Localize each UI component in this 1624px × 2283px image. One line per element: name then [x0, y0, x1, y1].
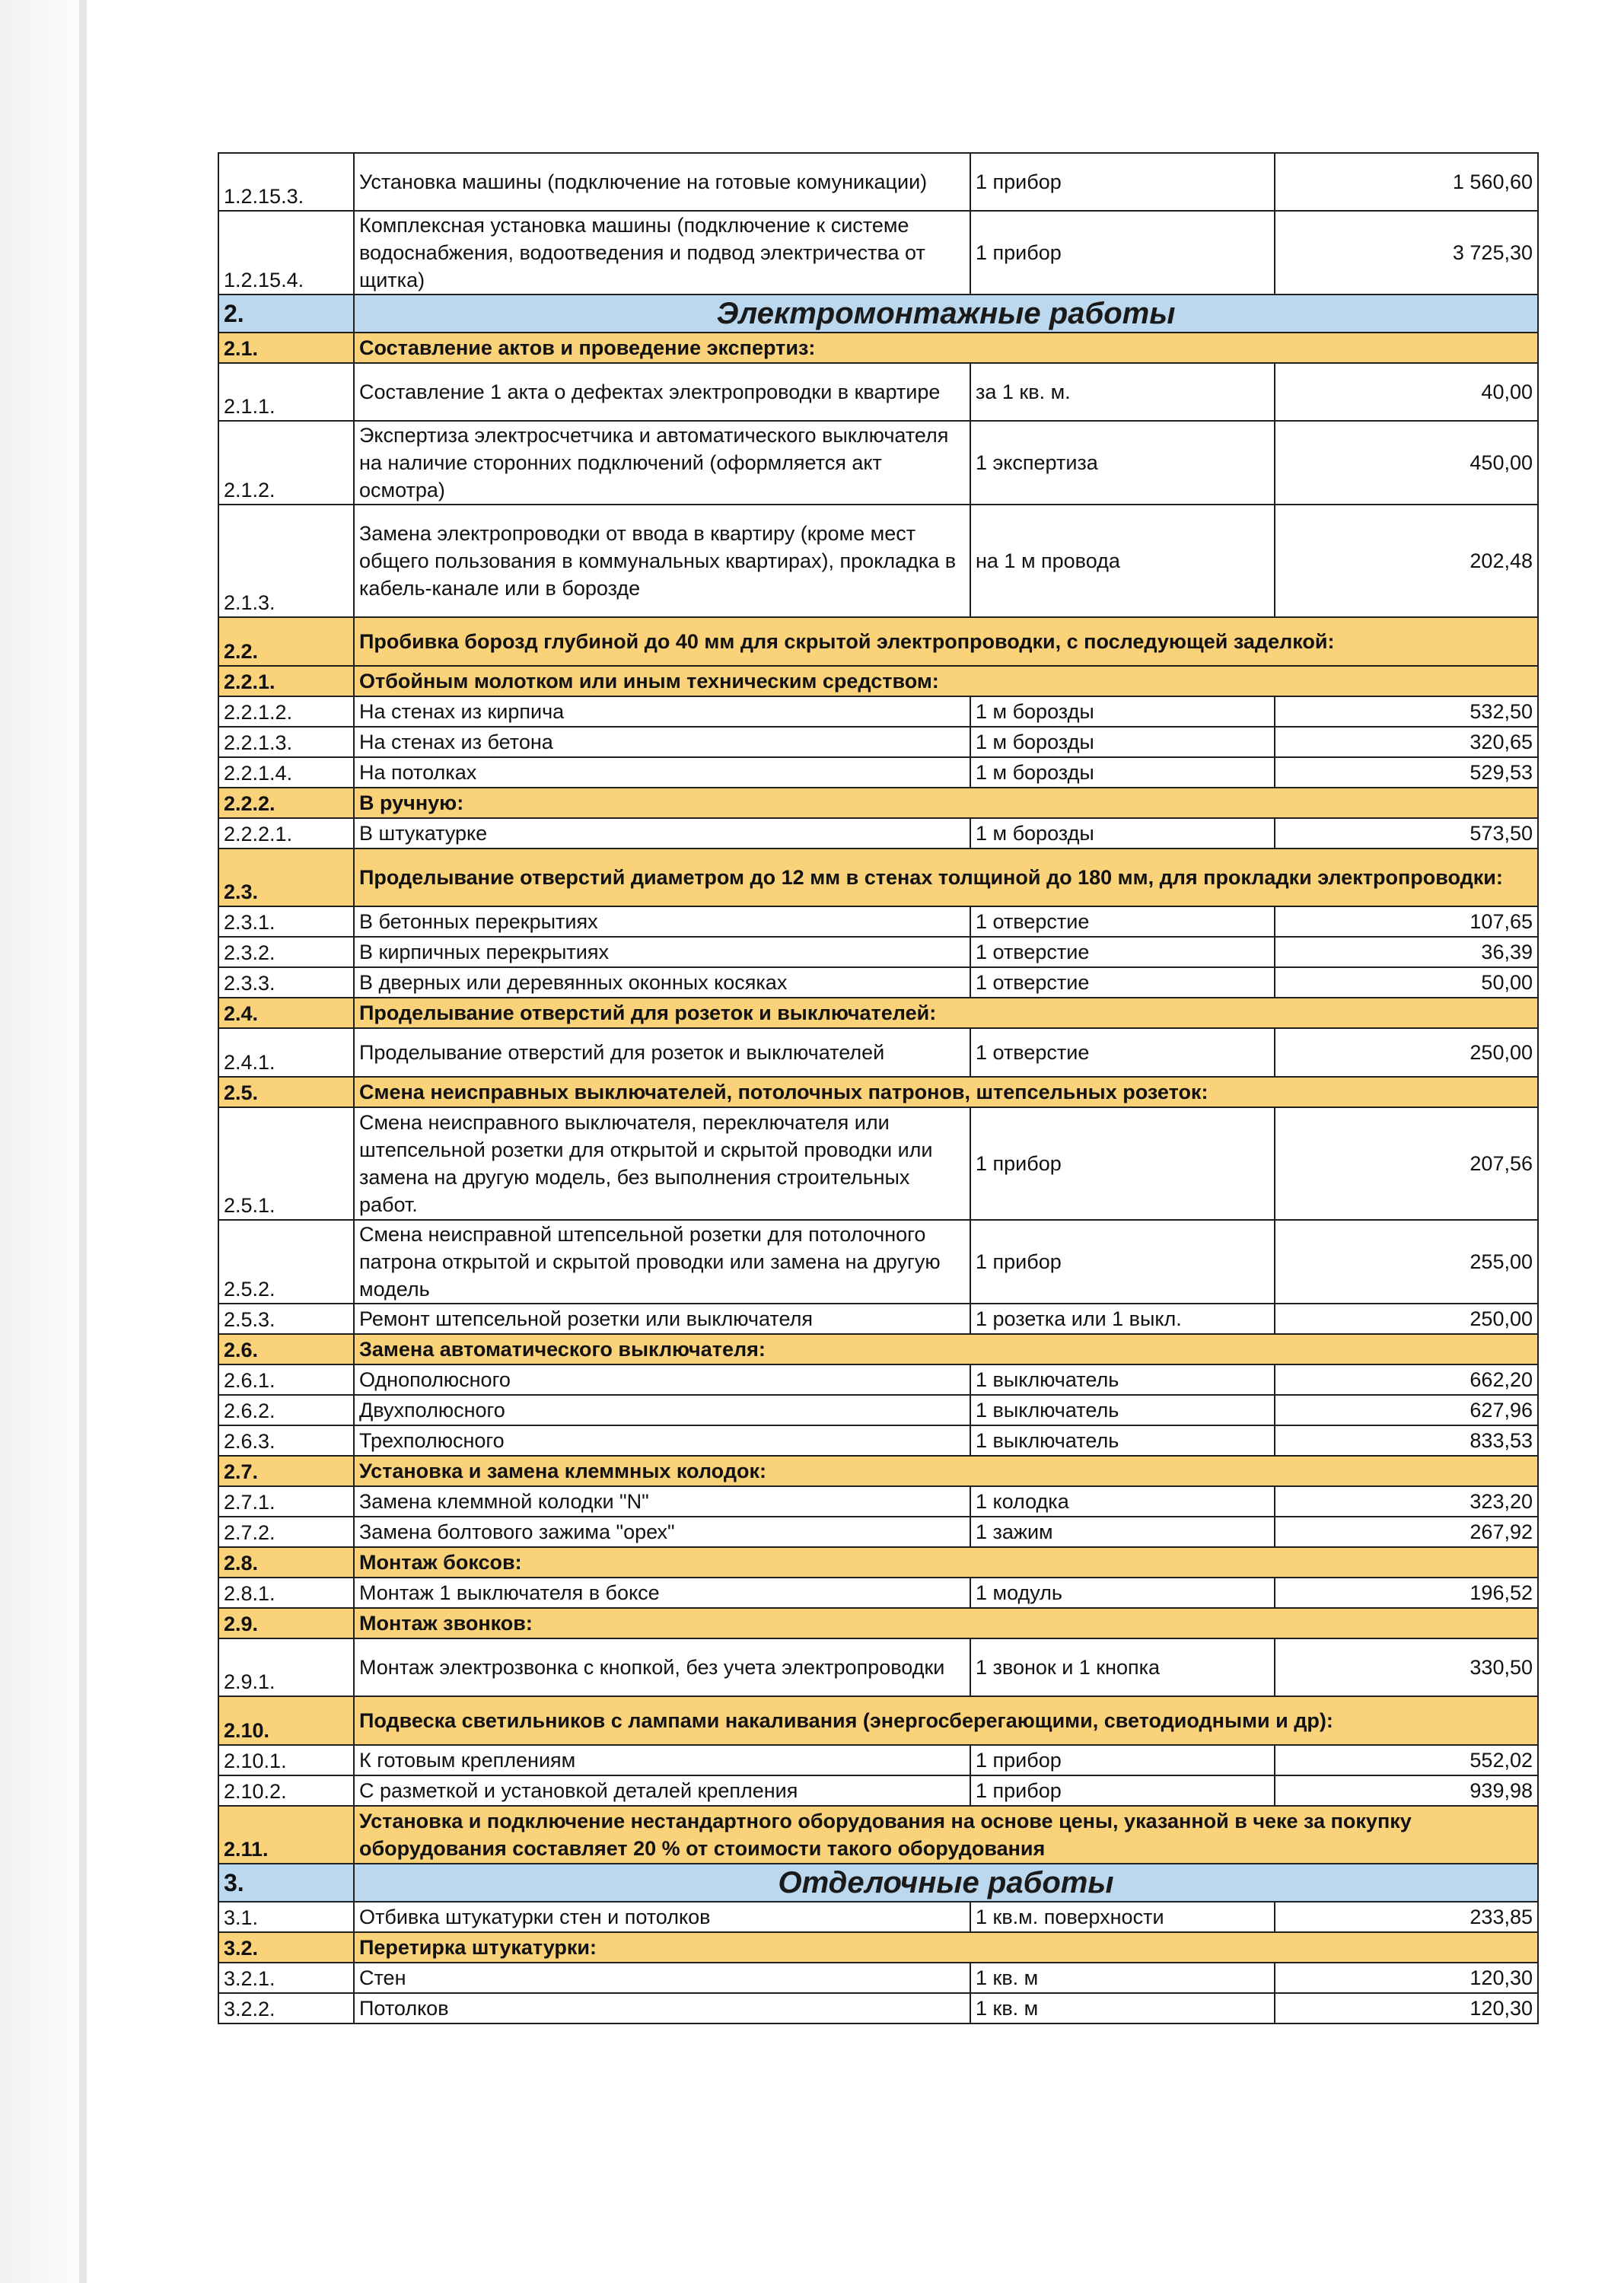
- item-unit: 1 м борозды: [970, 727, 1275, 757]
- group-title: Монтаж звонков:: [354, 1608, 1538, 1638]
- item-unit: 1 звонок и 1 кнопка: [970, 1638, 1275, 1696]
- table-row: [218, 727, 1538, 757]
- item-description: Двухполюсного: [354, 1395, 970, 1425]
- item-unit: 1 отверстие: [970, 967, 1275, 998]
- item-number: 2.2.1.3.: [218, 727, 354, 757]
- group-number: 2.1.: [218, 333, 354, 363]
- group-title: Проделывание отверстий для розеток и выключателей:: [354, 998, 1538, 1028]
- group-row: [218, 1456, 1538, 1486]
- item-unit: 1 выключатель: [970, 1395, 1275, 1425]
- group-title: Пробивка борозд глубиной до 40 мм для скрытой электропроводки, с последующей заделкой:: [354, 617, 1538, 666]
- item-unit: на 1 м провода: [970, 505, 1275, 617]
- group-title: Монтаж боксов:: [354, 1547, 1538, 1578]
- group-number: 2.2.1.: [218, 666, 354, 696]
- item-description: Замена клеммной колодки "N": [354, 1486, 970, 1517]
- item-number: 2.7.1.: [218, 1486, 354, 1517]
- item-description: В штукатурке: [354, 818, 970, 849]
- group-row: [218, 788, 1538, 818]
- item-price: 532,50: [1275, 696, 1538, 727]
- group-title: Смена неисправных выключателей, потолочных патронов, штепсельных розеток:: [354, 1077, 1538, 1107]
- item-number: 2.1.3.: [218, 505, 354, 617]
- item-price: 120,30: [1275, 1963, 1538, 1993]
- item-description: Монтаж электрозвонка с кнопкой, без учета электропроводки: [354, 1638, 970, 1696]
- item-number: 2.2.1.2.: [218, 696, 354, 727]
- item-unit: 1 колодка: [970, 1486, 1275, 1517]
- item-description: Экспертиза электросчетчика и автоматического выключателя на наличие сторонних подключений (оформляется акт осмотра): [354, 421, 970, 505]
- section-number: 2.: [218, 295, 354, 333]
- item-price: 833,53: [1275, 1425, 1538, 1456]
- item-price: 627,96: [1275, 1395, 1538, 1425]
- table-row: [218, 363, 1538, 421]
- item-unit: 1 модуль: [970, 1578, 1275, 1608]
- item-unit: 1 кв. м: [970, 1963, 1275, 1993]
- item-price: 552,02: [1275, 1745, 1538, 1775]
- item-number: 2.5.2.: [218, 1220, 354, 1304]
- group-title: Проделывание отверстий диаметром до 12 мм в стенах толщиной до 180 мм, для прокладки электропроводки:: [354, 849, 1538, 906]
- item-unit: 1 прибор: [970, 1745, 1275, 1775]
- table-row: [218, 505, 1538, 617]
- item-unit: 1 прибор: [970, 211, 1275, 295]
- item-description: Смена неисправного выключателя, переключателя или штепсельной розетки для открытой и скрытой проводки или замена на другую модель, без выполнения строительных работ.: [354, 1107, 970, 1220]
- group-number: 3.2.: [218, 1932, 354, 1963]
- table-row: [218, 967, 1538, 998]
- group-row: [218, 1547, 1538, 1578]
- item-price: 330,50: [1275, 1638, 1538, 1696]
- group-number: 2.11.: [218, 1806, 354, 1864]
- item-description: С разметкой и установкой деталей крепления: [354, 1775, 970, 1806]
- group-row: [218, 1608, 1538, 1638]
- item-number: 2.9.1.: [218, 1638, 354, 1696]
- item-description: Смена неисправной штепсельной розетки для потолочного патрона открытой и скрытой проводки или замена на другую модель: [354, 1220, 970, 1304]
- item-description: На стенах из бетона: [354, 727, 970, 757]
- table-row: [218, 1395, 1538, 1425]
- item-price: 662,20: [1275, 1364, 1538, 1395]
- item-price: 939,98: [1275, 1775, 1538, 1806]
- item-unit: 1 м борозды: [970, 757, 1275, 788]
- item-description: Стен: [354, 1963, 970, 1993]
- item-unit: за 1 кв. м.: [970, 363, 1275, 421]
- item-number: 3.2.2.: [218, 1993, 354, 2023]
- item-number: 2.6.2.: [218, 1395, 354, 1425]
- item-price: 573,50: [1275, 818, 1538, 849]
- table-row: [218, 1304, 1538, 1334]
- price-list-table: [218, 152, 1539, 2024]
- table-row: [218, 1902, 1538, 1932]
- group-row: [218, 998, 1538, 1028]
- item-price: 202,48: [1275, 505, 1538, 617]
- table-row: [218, 1425, 1538, 1456]
- item-price: 1 560,60: [1275, 153, 1538, 211]
- section-row: [218, 1864, 1538, 1902]
- item-description: В кирпичных перекрытиях: [354, 937, 970, 967]
- table-row: [218, 1775, 1538, 1806]
- item-number: 2.10.2.: [218, 1775, 354, 1806]
- item-description: На стенах из кирпича: [354, 696, 970, 727]
- table-row: [218, 1745, 1538, 1775]
- item-unit: 1 м борозды: [970, 696, 1275, 727]
- item-number: 2.2.1.4.: [218, 757, 354, 788]
- item-number: 2.8.1.: [218, 1578, 354, 1608]
- item-unit: 1 розетка или 1 выкл.: [970, 1304, 1275, 1334]
- group-number: 2.8.: [218, 1547, 354, 1578]
- item-number: 3.2.1.: [218, 1963, 354, 1993]
- item-description: В дверных или деревянных оконных косяках: [354, 967, 970, 998]
- item-number: 2.2.2.1.: [218, 818, 354, 849]
- group-title: Установка и подключение нестандартного оборудования на основе цены, указанной в чеке за покупку оборудования составляет 20 % от стоимости такого оборудования: [354, 1806, 1538, 1864]
- item-description: Монтаж 1 выключателя в боксе: [354, 1578, 970, 1608]
- item-unit: 1 отверстие: [970, 1028, 1275, 1077]
- price-list-body: [218, 153, 1538, 2023]
- group-number: 2.2.2.: [218, 788, 354, 818]
- item-unit: 1 зажим: [970, 1517, 1275, 1547]
- item-price: 107,65: [1275, 906, 1538, 937]
- item-number: 2.6.3.: [218, 1425, 354, 1456]
- item-description: К готовым креплениям: [354, 1745, 970, 1775]
- item-price: 250,00: [1275, 1028, 1538, 1077]
- item-price: 120,30: [1275, 1993, 1538, 2023]
- item-price: 529,53: [1275, 757, 1538, 788]
- item-description: Трехполюсного: [354, 1425, 970, 1456]
- item-number: 1.2.15.3.: [218, 153, 354, 211]
- item-price: 3 725,30: [1275, 211, 1538, 295]
- item-price: 450,00: [1275, 421, 1538, 505]
- item-description: Отбивка штукатурки стен и потолков: [354, 1902, 970, 1932]
- item-unit: 1 прибор: [970, 153, 1275, 211]
- table-row: [218, 1963, 1538, 1993]
- item-description: На потолках: [354, 757, 970, 788]
- group-title: Подвеска светильников с лампами накаливания (энергосберегающими, светодиодными и др):: [354, 1696, 1538, 1745]
- group-row: [218, 666, 1538, 696]
- table-row: [218, 1517, 1538, 1547]
- item-price: 267,92: [1275, 1517, 1538, 1547]
- item-number: 2.1.2.: [218, 421, 354, 505]
- item-description: Ремонт штепсельной розетки или выключателя: [354, 1304, 970, 1334]
- table-row: [218, 696, 1538, 727]
- item-description: Составление 1 акта о дефектах электропроводки в квартире: [354, 363, 970, 421]
- group-row: [218, 1334, 1538, 1364]
- group-number: 2.2.: [218, 617, 354, 666]
- item-description: Потолков: [354, 1993, 970, 2023]
- group-row: [218, 1806, 1538, 1864]
- item-price: 250,00: [1275, 1304, 1538, 1334]
- item-price: 207,56: [1275, 1107, 1538, 1220]
- group-number: 2.7.: [218, 1456, 354, 1486]
- item-description: В бетонных перекрытиях: [354, 906, 970, 937]
- item-price: 323,20: [1275, 1486, 1538, 1517]
- item-description: Замена электропроводки от ввода в квартиру (кроме мест общего пользования в коммунальных квартирах), прокладка в кабель-канале или в борозде: [354, 505, 970, 617]
- group-number: 2.3.: [218, 849, 354, 906]
- item-description: Замена болтового зажима "орех": [354, 1517, 970, 1547]
- item-unit: 1 выключатель: [970, 1364, 1275, 1395]
- item-number: 2.10.1.: [218, 1745, 354, 1775]
- item-unit: 1 отверстие: [970, 906, 1275, 937]
- group-row: [218, 333, 1538, 363]
- group-row: [218, 1077, 1538, 1107]
- group-number: 2.10.: [218, 1696, 354, 1745]
- table-row: [218, 757, 1538, 788]
- group-number: 2.5.: [218, 1077, 354, 1107]
- item-description: Однополюсного: [354, 1364, 970, 1395]
- item-price: 36,39: [1275, 937, 1538, 967]
- item-unit: 1 кв. м: [970, 1993, 1275, 2023]
- table-row: [218, 906, 1538, 937]
- item-number: 2.6.1.: [218, 1364, 354, 1395]
- group-number: 2.9.: [218, 1608, 354, 1638]
- item-number: 1.2.15.4.: [218, 211, 354, 295]
- table-row: [218, 937, 1538, 967]
- table-row: [218, 1028, 1538, 1077]
- table-row: [218, 1107, 1538, 1220]
- item-description: Комплексная установка машины (подключение к системе водоснабжения, водоотведения и подвод электричества от щитка): [354, 211, 970, 295]
- group-title: Составление актов и проведение экспертиз:: [354, 333, 1538, 363]
- table-row: [218, 421, 1538, 505]
- item-price: 40,00: [1275, 363, 1538, 421]
- item-unit: 1 прибор: [970, 1220, 1275, 1304]
- item-price: 233,85: [1275, 1902, 1538, 1932]
- item-number: 3.1.: [218, 1902, 354, 1932]
- group-title: Перетирка штукатурки:: [354, 1932, 1538, 1963]
- table-row: [218, 211, 1538, 295]
- group-number: 2.4.: [218, 998, 354, 1028]
- item-unit: 1 прибор: [970, 1107, 1275, 1220]
- section-title: Отделочные работы: [354, 1864, 1538, 1902]
- item-number: 2.1.1.: [218, 363, 354, 421]
- item-number: 2.3.1.: [218, 906, 354, 937]
- item-unit: 1 прибор: [970, 1775, 1275, 1806]
- table-row: [218, 818, 1538, 849]
- item-number: 2.4.1.: [218, 1028, 354, 1077]
- table-row: [218, 1364, 1538, 1395]
- table-row: [218, 1486, 1538, 1517]
- group-title: В ручную:: [354, 788, 1538, 818]
- section-number: 3.: [218, 1864, 354, 1902]
- table-row: [218, 153, 1538, 211]
- group-number: 2.6.: [218, 1334, 354, 1364]
- group-title: Замена автоматического выключателя:: [354, 1334, 1538, 1364]
- item-number: 2.3.2.: [218, 937, 354, 967]
- scan-edge: [0, 0, 90, 2283]
- table-row: [218, 1993, 1538, 2023]
- item-unit: 1 экспертиза: [970, 421, 1275, 505]
- item-price: 255,00: [1275, 1220, 1538, 1304]
- section-title: Электромонтажные работы: [354, 295, 1538, 333]
- item-price: 320,65: [1275, 727, 1538, 757]
- item-price: 50,00: [1275, 967, 1538, 998]
- item-description: Проделывание отверстий для розеток и выключателей: [354, 1028, 970, 1077]
- item-description: Установка машины (подключение на готовые комуникации): [354, 153, 970, 211]
- group-row: [218, 1696, 1538, 1745]
- item-unit: 1 выключатель: [970, 1425, 1275, 1456]
- item-number: 2.5.3.: [218, 1304, 354, 1334]
- item-number: 2.3.3.: [218, 967, 354, 998]
- table-row: [218, 1638, 1538, 1696]
- group-title: Установка и замена клеммных колодок:: [354, 1456, 1538, 1486]
- item-unit: 1 м борозды: [970, 818, 1275, 849]
- table-row: [218, 1220, 1538, 1304]
- item-price: 196,52: [1275, 1578, 1538, 1608]
- item-unit: 1 кв.м. поверхности: [970, 1902, 1275, 1932]
- group-row: [218, 1932, 1538, 1963]
- section-row: [218, 295, 1538, 333]
- item-unit: 1 отверстие: [970, 937, 1275, 967]
- table-row: [218, 1578, 1538, 1608]
- group-row: [218, 617, 1538, 666]
- item-number: 2.5.1.: [218, 1107, 354, 1220]
- item-number: 2.7.2.: [218, 1517, 354, 1547]
- scan-shadow-line: [79, 0, 87, 2283]
- group-row: [218, 849, 1538, 906]
- group-title: Отбойным молотком или иным техническим средством:: [354, 666, 1538, 696]
